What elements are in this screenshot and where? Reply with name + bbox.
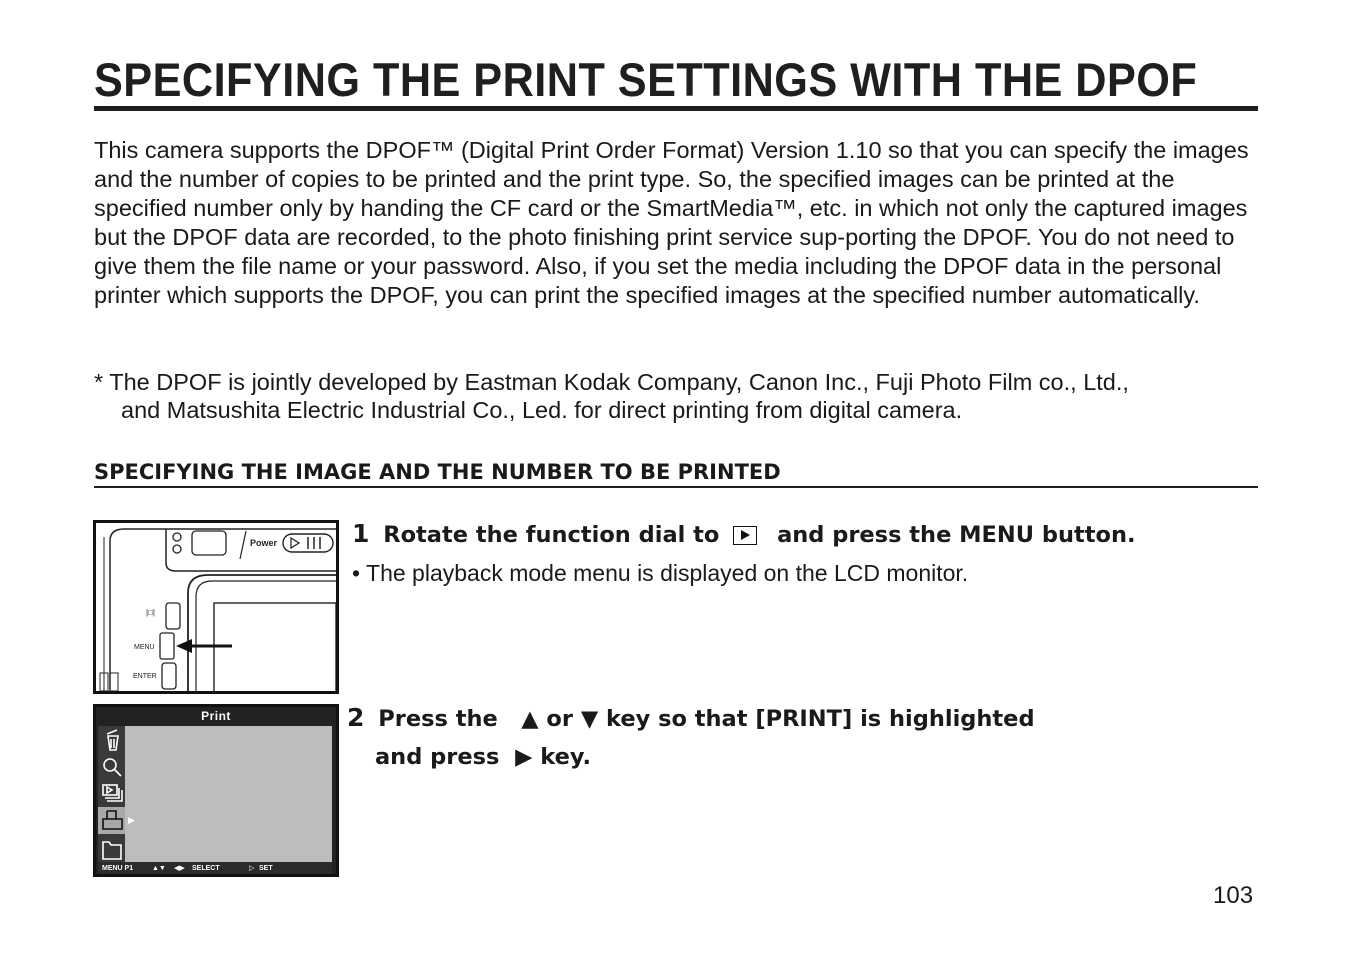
lcd-menu-footer <box>98 862 332 876</box>
print-icon <box>103 811 122 829</box>
camera-back-drawing <box>96 523 336 691</box>
lcd-menu-screen <box>125 726 332 862</box>
step-1-text-after: and press the MENU button. <box>777 522 1136 548</box>
slideshow-icon <box>103 785 122 801</box>
footer-leftright-icon: ◀▶ <box>174 865 185 872</box>
step-2-part3: and press <box>375 744 500 770</box>
step-1-number: 1 <box>352 519 370 548</box>
intro-paragraph: This camera supports the DPOF™ (Digital Print Order Format) Version 1.10 so that you can specify the images and the number of copies to be printed and the print type. So, the specified images can be printed at the specified number only by handing the CF card or the SmartMedia™, etc. in which not only the captured images but the DPOF data are recorded, to the photo finishing print service sup-porting the DPOF. You do not need to give them the file name or your password. Also, if you set the media including the DPOF data in the personal printer which supports the DPOF, you can print the specified images at the specified number automatically. <box>94 137 1249 308</box>
footnote-line-1: * The DPOF is jointly developed by Eastman Kodak Company, Canon Inc., Fuji Photo Film co., Ltd., <box>94 369 1129 395</box>
trash-icon <box>107 730 118 750</box>
step-2-part4: key. <box>540 744 591 770</box>
camera-back-illustration <box>93 520 339 694</box>
step-2-heading <box>347 699 1035 776</box>
lcd-menu-icons <box>98 726 128 862</box>
step-2-part1: Press the <box>378 706 498 732</box>
display-button-label: |□| <box>146 608 155 617</box>
magnify-icon <box>104 759 121 776</box>
title-underline <box>94 106 1258 111</box>
footer-set-icon: ▷ <box>249 865 255 872</box>
right-arrow-icon: ▶ <box>515 744 533 770</box>
step-1-bullet: • The playback mode menu is displayed on the LCD monitor. <box>352 560 969 586</box>
footer-select-label: SELECT <box>192 865 220 872</box>
down-arrow-icon: ▼ <box>580 706 599 732</box>
step-2-number: 2 <box>347 703 365 732</box>
menu-button-label: MENU <box>134 644 155 651</box>
step-1-heading <box>352 515 1136 554</box>
step-2-or: or <box>546 706 573 732</box>
page-title: SPECIFYING THE PRINT SETTINGS WITH THE DPOF <box>94 53 1198 106</box>
step-1-text-before: Rotate the function dial to <box>383 522 720 548</box>
playback-mode-icon <box>733 526 757 545</box>
footer-updown-icon: ▲▼ <box>152 865 166 872</box>
folder-icon <box>103 842 121 859</box>
lcd-menu-illustration <box>93 704 339 877</box>
lcd-menu-title: Print <box>201 709 231 723</box>
section-heading: SPECIFYING THE IMAGE AND THE NUMBER TO BE PRINTED <box>94 458 1258 488</box>
footer-set-label: SET <box>259 865 273 872</box>
footer-menu-label: MENU P1 <box>102 865 134 872</box>
enter-button-label: ENTER <box>133 673 157 680</box>
step-2-part2: key so that [PRINT] is highlighted <box>605 706 1035 732</box>
page-number: 103 <box>1213 882 1254 909</box>
power-label: Power <box>250 538 278 548</box>
dpof-footnote <box>94 368 1264 424</box>
footnote-line-2: and Matsushita Electric Industrial Co., Led. for direct printing from digital camera. <box>121 397 963 423</box>
lcd-menu-pointer: ▶ <box>128 815 135 825</box>
up-arrow-icon: ▲ <box>521 706 539 732</box>
